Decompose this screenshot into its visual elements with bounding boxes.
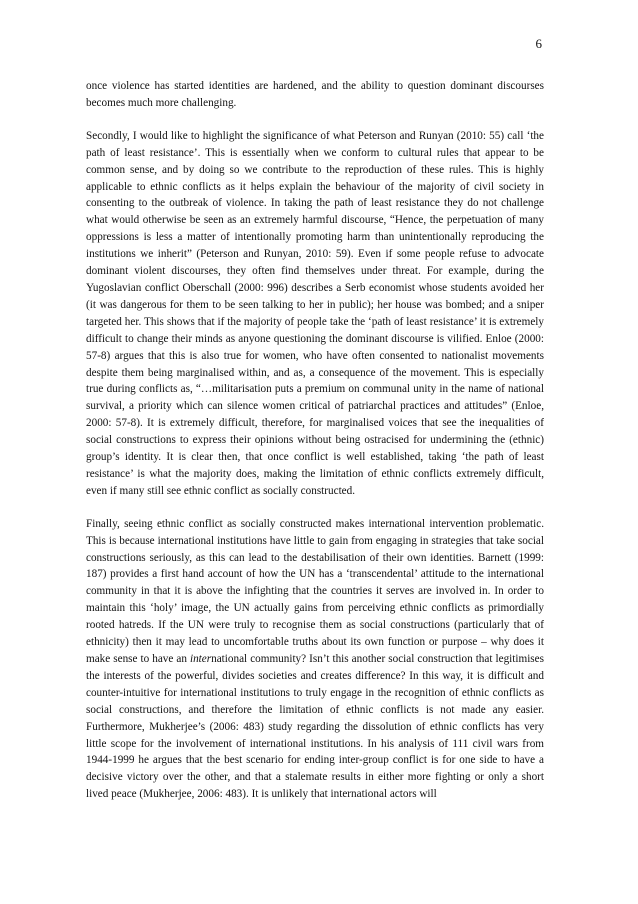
paragraph-international-intervention	[86, 516, 544, 803]
page-number: 6	[535, 36, 542, 51]
paragraph-text-before-emphasis: Finally, seeing ethnic conflict as socially constructed makes international intervention problematic. This is because international institutions have little to gain from engaging in strategies that take social constructions seriously, as this can lead to the destabilisation of their own identities. Barnett (1999: 187) provides a first hand account of how the UN has a ‘transcendental’ attitude to the international community in that it is above the infighting that the countries it serves are involved in. In order to maintain this ‘holy’ image, the UN actually gains from perceiving ethnic conflicts as primordially rooted hatreds. If the UN were truly to recognise them as social constructions (particularly that of ethnicity) then it may lead to uncomfortable truths about its own function or purpose – why does it make sense to have an	[86, 517, 544, 665]
paragraph-path-of-least-resistance: Secondly, I would like to highlight the significance of what Peterson and Runyan (2010: 55) call ‘the path of least resistance’. This is essentially when we conform to cultural rules that appear to be common sense, and by doing so we contribute to the reproduction of these rules. This is highly applicable to ethnic conflicts as it helps explain the behaviour of the majority of civil society in consenting to the outbreak of violence. In taking the path of least resistance they do not challenge what would otherwise be seen as an extremely harmful discourse, “Hence, the perpetuation of many oppressions is less a matter of intentionally promoting harm than unintentionally reproducing the institutions we inherit” (Peterson and Runyan, 2010: 59). Even if some people refuse to advocate dominant violent discourses, they often find themselves under threat. For example, during the Yugoslavian conflict Oberschall (2000: 996) describes a Serb economist whose students avoided her (it was dangerous for them to be seen talking to her in public); her house was bombed; and a sniper targeted her. This shows that if the majority of people take the ‘path of least resistance’ it is extremely difficult to change their minds as anyone questioning the dominant discourse is vilified. Enloe (2000: 57-8) argues that this is also true for women, who have often consented to nationalist movements despite them being marginalised within, and as, a consequence of the movement. This is especially true during conflicts as, “…militarisation puts a premium on communal unity in the name of national survival, a priority which can silence women critical of patriarchal practices and attitudes” (Enloe, 2000: 57-8). It is extremely difficult, therefore, for marginalised voices that see the inequalities of social constructions to express their opinions without being ostracised for undermining the (ethnic) group’s identity. It is clear then, that once conflict is well established, taking ‘the path of least resistance’ is what the majority does, making the limitation of ethnic conflicts extremely difficult, even if many still see ethnic conflict as socially constructed.	[86, 129, 544, 497]
emphasized-word: inter	[189, 653, 212, 665]
body-text	[86, 78, 544, 819]
paragraph-text-after-emphasis: national community? Isn’t this another social construction that legitimises the interests of the powerful, divides societies and creates difference? In this way, it is difficult and counter-intuitive for international institutions to truly engage in the recognition of ethnic conflicts as social constructions, and therefore the limitation of ethnic conflicts is not made any easier. Furthermore, Mukherjee’s (2006: 483) study regarding the dissolution of ethnic conflicts has very little scope for the involvement of international institutions. In his analysis of 111 civil wars from 1944-1999 he argues that the best scenario for ending inter-group conflict is for one side to have a decisive victory over the other, and that a stalemate results in either more fighting or only a short lived peace (Mukherjee, 2006: 483). It is unlikely that international actors will	[86, 653, 544, 801]
paragraph-continuation: once violence has started identities are hardened, and the ability to question dominant discourses becomes much more challenging.	[86, 80, 544, 109]
